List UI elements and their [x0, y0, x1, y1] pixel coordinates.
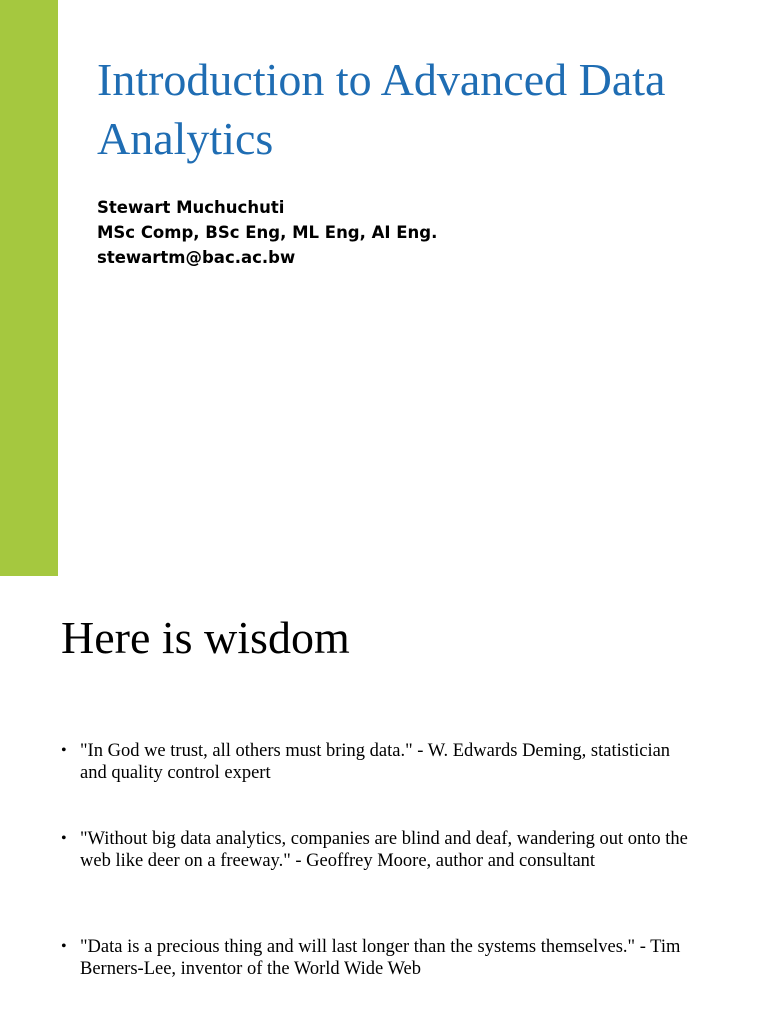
accent-bar: [0, 0, 58, 576]
author-name: Stewart Muchuchuti: [97, 198, 285, 217]
quote-text: "Data is a precious thing and will last longer than the systems themselves." - Tim Berners-Lee, inventor of the World Wide Web: [80, 937, 681, 979]
bullet-icon: •: [61, 938, 67, 955]
slide-heading: Here is wisdom: [61, 612, 350, 663]
quote-item: [61, 936, 701, 980]
quote-item: [61, 828, 701, 872]
bullet-icon: •: [61, 830, 67, 847]
author-email: stewartm@bac.ac.bw: [97, 248, 296, 267]
bullet-icon: •: [61, 742, 67, 759]
author-credentials: MSc Comp, BSc Eng, ML Eng, AI Eng.: [97, 223, 438, 242]
quote-text: "In God we trust, all others must bring data." - W. Edwards Deming, statistician and quality control expert: [80, 741, 671, 783]
quote-item: [61, 740, 701, 784]
slide-title: Introduction to Advanced Data Analytics: [97, 54, 666, 164]
wisdom-slide: [0, 576, 768, 1024]
quote-text: "Without big data analytics, companies are blind and deaf, wandering out onto the web like deer on a freeway." - Geoffrey Moore, author and consultant: [80, 829, 688, 871]
author-block: [97, 195, 437, 270]
